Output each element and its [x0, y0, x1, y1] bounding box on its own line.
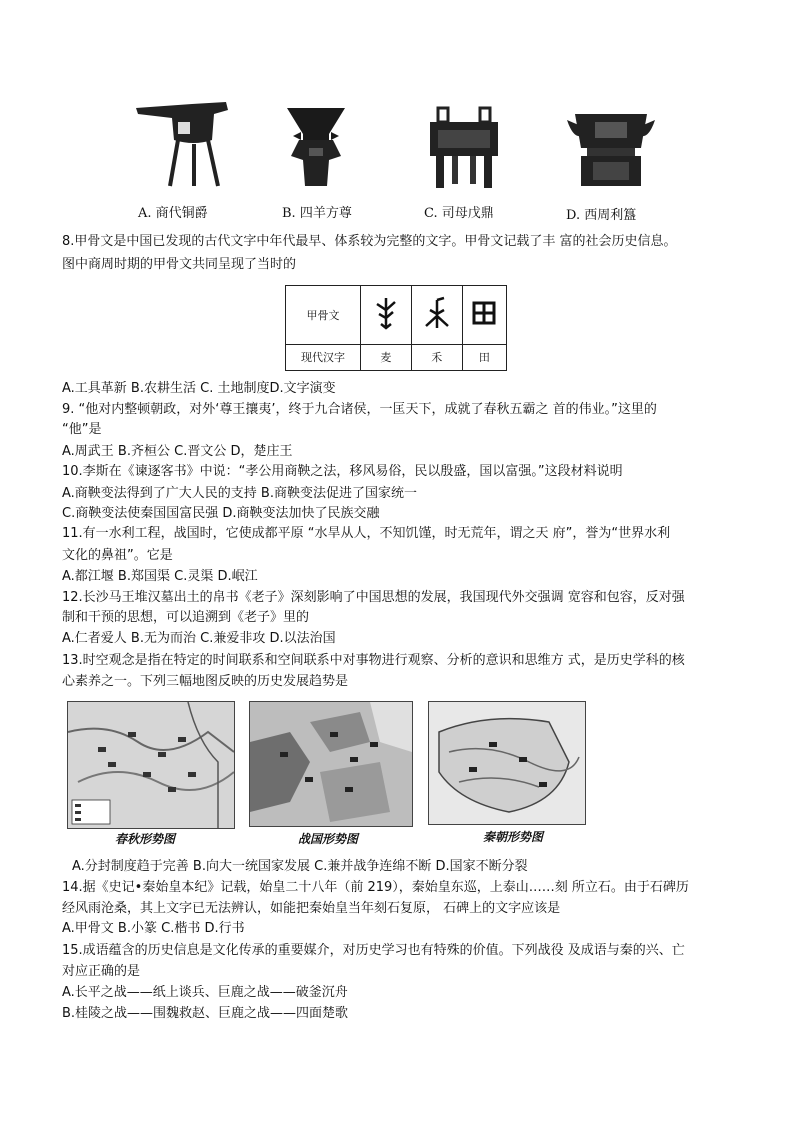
- modern-char: 田: [462, 344, 506, 370]
- q14-stem-line1: 14.据《史记•秦始皇本纪》记载，始皇二十八年（前 219），秦始皇东巡，上泰山……刻 所立石。由于石碑历: [62, 880, 689, 895]
- oracle-glyph-tian: [462, 286, 506, 345]
- q14-stem-line2: 经风雨沧桑，其上文字已无法辨认，如能把秦始皇当年刻石复原， 石碑上的文字应该是: [62, 901, 561, 916]
- oracle-glyph-he: [411, 286, 462, 345]
- q11-stem-line2: 文化的鼻祖”。它是: [62, 548, 173, 563]
- q13-stem-line2: 心素养之一。下列三幅地图反映的历史发展趋势是: [62, 674, 349, 689]
- q14-options: A.甲骨文 B.小篆 C.楷书 D.行书: [62, 921, 245, 936]
- modern-char: 禾: [411, 344, 462, 370]
- bronze-vessel-gui-image: [565, 108, 657, 188]
- q13-stem-line1: 13.时空观念是指在特定的时间联系和空间联系中对事物进行观察、分析的意识和思维方 式，是历史学科的核: [62, 653, 685, 668]
- spring-autumn-map: [67, 701, 235, 829]
- q10-options-1: A.商鞅变法得到了广大人民的支持 B.商鞅变法促进了国家统一: [62, 486, 417, 501]
- q11-options: A.都江堰 B.郑国渠 C.灵渠 D.岷江: [62, 569, 258, 584]
- q15-stem-line2: 对应正确的是: [62, 964, 141, 979]
- q12-stem-line2: 制和干预的思想，可以追溯到《老子》里的: [62, 610, 310, 625]
- qin-dynasty-map: [428, 701, 586, 825]
- bronze-vessel-jue-image: [134, 100, 236, 190]
- option-c-caption: C. 司母戊鼎: [424, 206, 494, 221]
- oracle-bone-table: [285, 285, 507, 371]
- q15-stem-line1: 15.成语蕴含的历史信息是文化传承的重要媒介，对历史学习也有特殊的价值。下列战役 及成语与秦的兴、亡: [62, 943, 685, 958]
- map-caption: 秦朝形势图: [483, 830, 544, 844]
- modern-row-header: 现代汉字: [286, 344, 361, 370]
- q8-options: A.工具革新 B.农耕生活 C. 土地制度D.文字演变: [62, 381, 336, 396]
- q13-options: A.分封制度趋于完善 B.向大一统国家发展 C.兼并战争连绵不断 D.国家不断分裂: [72, 859, 528, 874]
- modern-char: 麦: [361, 344, 412, 370]
- q10-stem: 10.李斯在《谏逐客书》中说：“孝公用商鞅之法，移风易俗，民以殷盛，国以富强。”这段材料说明: [62, 464, 623, 479]
- map-caption: 春秋形势图: [115, 832, 176, 846]
- option-a-caption: A. 商代铜爵: [138, 206, 208, 221]
- q15-option-b: B.桂陵之战——围魏救赵、巨鹿之战——四面楚歌: [62, 1006, 349, 1021]
- q9-stem-line2: “他”是: [62, 422, 102, 437]
- q12-options: A.仁者爱人 B.无为而治 C.兼爱非攻 D.以法治国: [62, 631, 336, 646]
- bronze-vessel-zun-image: [285, 106, 347, 188]
- option-b-caption: B. 四羊方尊: [282, 206, 352, 221]
- bronze-vessel-ding-image: [428, 106, 500, 190]
- q15-option-a: A.长平之战——纸上谈兵、巨鹿之战——破釜沉舟: [62, 985, 348, 1000]
- q12-stem-line1: 12.长沙马王堆汉墓出土的帛书《老子》深刻影响了中国思想的发展，我国现代外交强调 宽容和包容，反对强: [62, 590, 685, 605]
- map-caption: 战国形势图: [298, 832, 359, 846]
- oracle-row-header: 甲骨文: [286, 286, 361, 345]
- q8-stem-line2: 图中商周时期的甲骨文共同呈现了当时的: [62, 257, 297, 272]
- q8-stem-line1: 8.甲骨文是中国已发现的古代文字中年代最早、体系较为完整的文字。甲骨文记载了丰 富的社会历史信息。: [62, 234, 677, 249]
- oracle-glyph-mai: [361, 286, 412, 345]
- warring-states-map: [249, 701, 413, 827]
- q9-options: A.周武王 B.齐桓公 C.晋文公 D，楚庄王: [62, 444, 293, 459]
- q11-stem-line1: 11.有一水利工程，战国时，它使成都平原 “水旱从人，不知饥馑，时无荒年，谓之天 府”，誉为“世界水利: [62, 526, 671, 541]
- option-d-caption: D. 西周利簋: [566, 208, 637, 223]
- q10-options-2: C.商鞅变法使秦国国富民强 D.商鞅变法加快了民族交融: [62, 506, 380, 521]
- q9-stem-line1: 9. “他对内整顿朝政，对外‘尊王攘夷’，终于九合诸侯，一匡天下，成就了春秋五霸之 首的伟业。”这里的: [62, 402, 657, 417]
